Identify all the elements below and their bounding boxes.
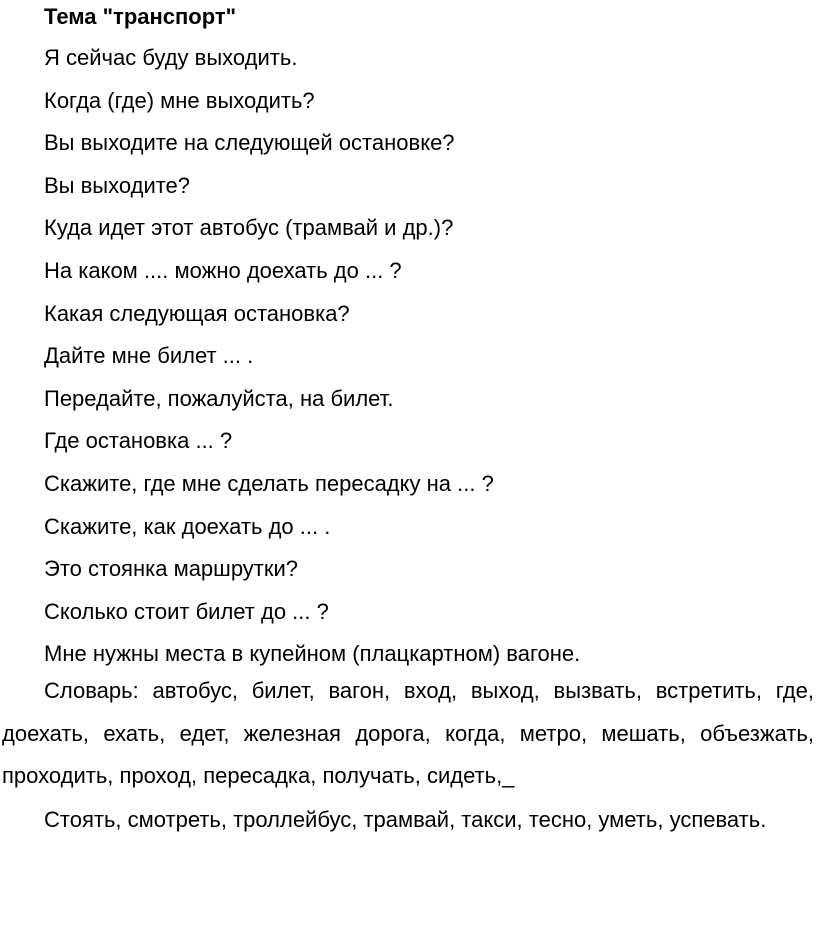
phrase-line: Дайте мне билет ... . (44, 343, 254, 369)
phrase-line: Куда идет этот автобус (трамвай и др.)? (44, 215, 454, 241)
vocabulary-paragraph-continued: Стоять, смотреть, троллейбус, трамвай, такси, тесно, уметь, успевать. (44, 807, 767, 832)
phrase-line: Вы выходите? (44, 172, 191, 198)
phrase-line: Я сейчас буду выходить. (44, 45, 298, 70)
phrase-line: Когда (где) мне выходить? (44, 87, 315, 113)
phrase-line: Это стоянка маршрутки? (44, 556, 299, 582)
phrase-line: Передайте, пожалуйста, на билет. (44, 385, 394, 411)
phrase-line: Вы выходите на следующей остановке? (44, 130, 455, 156)
phrase-list (44, 43, 580, 682)
phrase-line: Где остановка ... ? (44, 428, 233, 454)
phrase-line: Мне нужны места в купейном (плацкартном) вагоне. (44, 641, 581, 667)
phrase-line: Скажите, где мне сделать пересадку на ... ? (44, 470, 494, 496)
phrase-line: Сколько стоит билет до ... ? (44, 598, 329, 624)
phrase-line: Какая следующая остановка? (44, 300, 350, 326)
document-title: Тема "транспорт" (44, 4, 237, 29)
phrase-line: Скажите, как доехать до ... . (44, 513, 331, 539)
phrase-line: На каком .... можно доехать до ... ? (44, 257, 402, 283)
vocabulary-paragraph: Словарь: автобус, билет, вагон, вход, выход, вызвать, встретить, где, доехать, ехать, едет, железная дорога, когда, метро, мешать, объезжать, проходить, проход, пересадка, получать, сидеть,_ (2, 678, 814, 789)
